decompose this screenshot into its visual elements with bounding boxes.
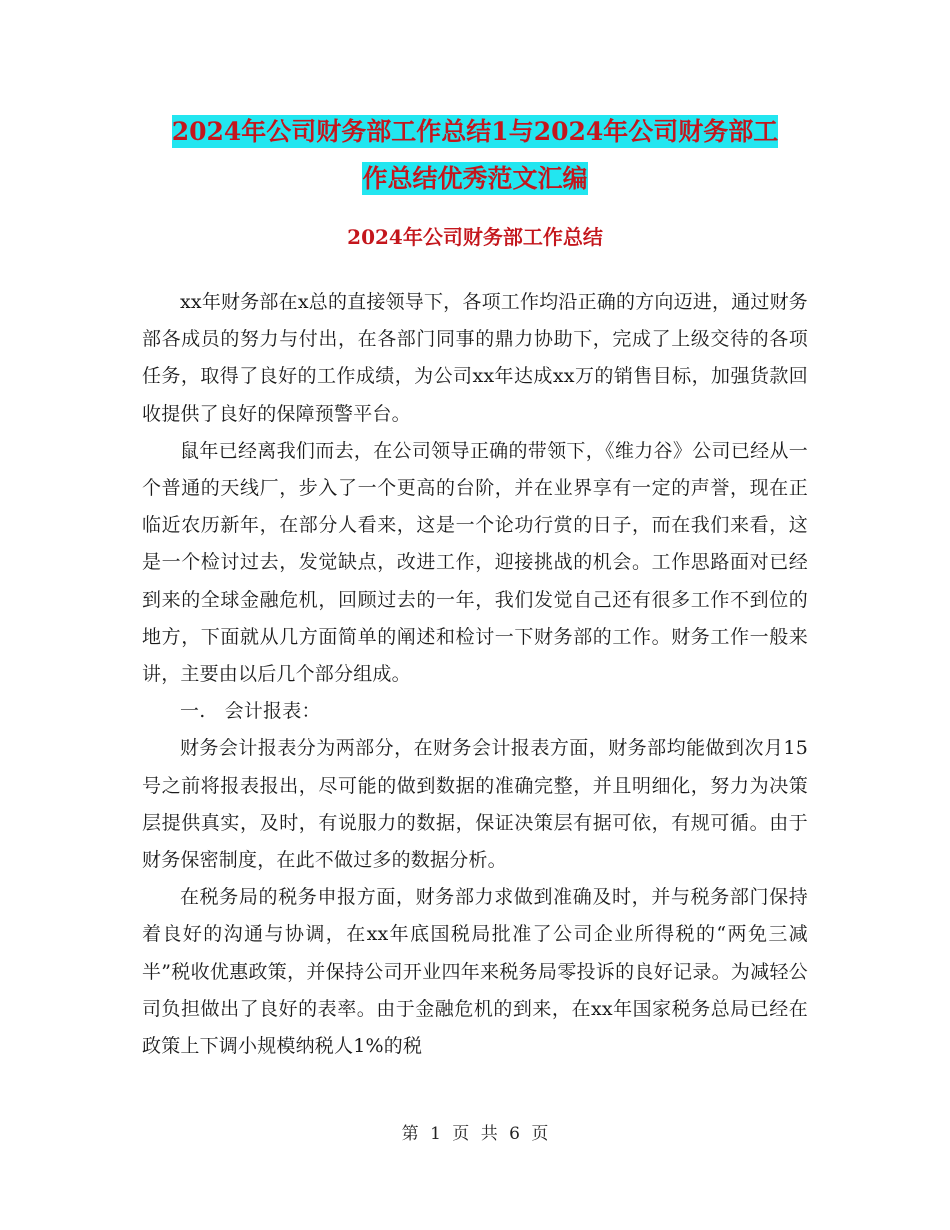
document-title <box>0 108 950 202</box>
section-heading: 一. 会计报表： <box>180 700 321 723</box>
title-line-2: 作总结优秀范文汇编 <box>362 164 588 193</box>
document-body <box>142 284 808 1065</box>
page-footer: 第 1 页 共 6 页 <box>401 1124 549 1144</box>
section-title: 2024年公司财务部工作总结 <box>347 225 603 249</box>
paragraph: 在税务局的税务申报方面，财务部力求做到准确及时，并与税务部门保持着良好的沟通与协调，在xx年底国税局批准了公司企业所得税的“两免三减半”税收优惠政策，并保持公司开业四年来税务局零投诉的良好记录。为减轻公司负担做出了良好的表率。由于金融危机的到来，在xx年国家税务总局已经在政策上下调小规模纳税人1%的税 <box>142 886 808 1058</box>
paragraph: 财务会计报表分为两部分，在财务会计报表方面，财务部均能做到次月15号之前将报表报出，尽可能的做到数据的准确完整，并且明细化，努力为决策层提供真实，及时，有说服力的数据，保证决策层有据可依，有规可循。由于财务保密制度，在此不做过多的数据分析。 <box>142 737 808 872</box>
paragraph: xx年财务部在x总的直接领导下，各项工作均沿正确的方向迈进，通过财务部各成员的努力与付出，在各部门同事的鼎力协助下，完成了上级交待的各项任务，取得了良好的工作成绩，为公司xx年达成xx万的销售目标，加强货款回收提供了良好的保障预警平台。 <box>142 291 808 425</box>
paragraph: 鼠年已经离我们而去，在公司领导正确的带领下，《维力谷》公司已经从一个普通的天线厂，步入了一个更高的台阶，并在业界享有一定的声誉，现在正临近农历新年，在部分人看来，这是一个论功行赏的日子，而在我们来看，这是一个检讨过去，发觉缺点，改进工作，迎接挑战的机会。工作思路面对已经到来的全球金融危机，回顾过去的一年，我们发觉自己还有很多工作不到位的地方，下面就从几方面简单的阐述和检讨一下财务部的工作。财务工作一般来讲，主要由以后几个部分组成。 <box>142 439 808 686</box>
title-line-1: 2024年公司财务部工作总结1与2024年公司财务部工 <box>171 117 779 146</box>
